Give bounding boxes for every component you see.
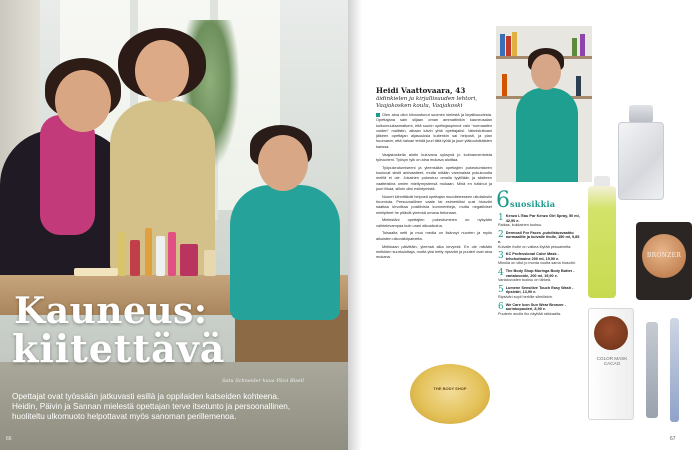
product-bottle	[168, 232, 176, 276]
page-gutter-shadow	[348, 0, 362, 450]
favorite-item	[498, 231, 582, 249]
product-bottle	[156, 236, 165, 276]
body-paragraph: Mielestäni opettajien pukeutuminen on nykyään vaihtelevampaa kuin urani alkuaikoina.	[376, 217, 492, 228]
favorite-title: Lumene Sensitive Touch Easy Wash -ripsiväri, 13,90 e.	[505, 285, 574, 295]
favorite-title: Dermosil For Faces -puhdistusvaahto normaalille ja kuivalle iholle, 150 ml, 9,85 e.	[498, 230, 580, 244]
lead-line-2: Heidin, Päivin ja Sannan mielestä opettajan terve itsetunto ja persoonallinen,	[12, 402, 291, 411]
book	[572, 38, 577, 56]
favorite-title: We Care Icon Sun Wear Bronzer -aurinkopuuteri, 8,90 e.	[505, 302, 566, 312]
favorite-number: 1	[498, 213, 504, 223]
favorite-item	[498, 303, 582, 317]
product-bottle	[145, 228, 152, 276]
color-mask-swatch	[594, 316, 628, 350]
lead-line-3: huoliteltu ulkomuoto helpottavat myös sanoman perillemenoa.	[12, 412, 237, 421]
color-mask-label: COLOR MASK CACAO	[596, 356, 628, 367]
favorite-item	[498, 214, 582, 228]
product-tube	[74, 268, 118, 276]
teacher-2-face	[135, 40, 189, 102]
right-page	[348, 0, 696, 450]
teacher-1-scarf	[40, 115, 95, 235]
bronzer-label: BRONZER	[646, 252, 682, 259]
product-bottle	[118, 232, 126, 276]
article-title-line-2: kiitettävä	[12, 326, 226, 371]
favorite-number: 4	[498, 267, 504, 278]
heidi-face	[531, 54, 561, 90]
body-paragraph: Toisaalta netti ja muu media on lisännyt nuorten ja myös aikuisten ulkonäköpaineita.	[376, 230, 492, 241]
favorite-title: The Body Shop Moringa Body Butter -vartalovoide, 200 ml, 19,90 e.	[505, 268, 575, 278]
body-butter-tin	[410, 364, 490, 424]
book	[580, 34, 585, 56]
favorites-number: 6	[496, 188, 510, 213]
favorite-item	[498, 269, 582, 283]
favorite-number: 3	[498, 251, 504, 262]
body-paragraph	[376, 112, 492, 149]
favorite-description: Puuterin avulla iho näyttää raikkaalta.	[498, 311, 562, 316]
portrait-photo	[496, 26, 592, 182]
teacher-1-face	[55, 70, 111, 132]
body-paragraph: Vaajakoskella alotin kuluvana syksynä jo kolmannentoista työvuoteni. Työsyn tyik on aina mukava aloittaa.	[376, 151, 492, 162]
body-paragraph: Työpukeutumiseeni ja yleensäkin opettajien pukeutumiseen kuuluvat siistit arkivaatteet, mutta mitään varsinaista pukukoodia meillä ei ole. Jokainen pukeutuu omalla tyylillään ja siistteen vaatteisiina omien mieltymystensä mukaan. Minä en tutkinut ja juuri liikaa, silloin olisi esiintymistä.	[376, 164, 492, 191]
book	[512, 32, 517, 56]
person-role-line-2: Vaajakosken koulu, Vaajakoski	[376, 102, 463, 109]
person-name: Heidi Vaattovaara, 43	[376, 86, 466, 95]
favorite-description: Raikas, kukkainen tuoksu.	[498, 223, 543, 228]
product-bottle	[204, 250, 216, 276]
favorite-description: Ripsiväri sopii herkille silmillekin.	[498, 294, 553, 299]
lead-paragraph	[12, 392, 342, 422]
page-number-right: 67	[670, 436, 676, 442]
page-number-left: 66	[6, 436, 12, 442]
product-box	[180, 244, 198, 276]
favorite-number: 6	[498, 301, 504, 312]
favorite-title: Kenzo L'Eau Par Kenzo Girl Spray, 50 ml, 42,90 e.	[505, 214, 580, 223]
mascara-wand	[670, 318, 679, 422]
favorite-number: 5	[498, 284, 504, 295]
body-paragraph-text: Olen aina ollut kiinnostunut suomen kielestä ja kirjallisuudesta. Opettajana sain siljaan oman ammattinikin kauneusalan kulkumuuksamattomi, että suurin opettajaopinnot vain “normaalien voiden” mallistin, aikaan kävin yhtä opettajaksi. Valmistuttuani jäikeen opettajan aljasuuksia kuitenkin sai helposti, ja plan huomasin, että haluan tehdä juuri tätä työtä ja juuri yläkouluikäisten kanssa.	[376, 112, 492, 149]
person-role	[376, 96, 494, 109]
product-bottle	[130, 240, 140, 276]
person-role-line-1: äidinkielen ja kirjallisuuden lehtori,	[376, 96, 478, 102]
book	[506, 36, 511, 56]
body-paragraph: Nuoret kiinnittävät helposti opettajan muodisteeseen ulkoisiksiin huomiota. Persoonallinen vaate tai esimerkiksi uusi hiusväri saattaa kirvoittaa positiivisia kommentteja, mutta negatiiviset mielipiteet he pitävät yleensä omana tietonaan.	[376, 193, 492, 215]
teacher-3-body	[230, 185, 340, 320]
favorite-title: KC Professional Color Mask -tehohoitoaine 200 ml, 19,50 e.	[505, 252, 560, 261]
heidi-body	[516, 88, 578, 182]
perfume-cap	[629, 105, 653, 123]
favorite-description: Vartalovoiden tuoksu on tärkeä.	[498, 278, 552, 283]
favorites-heading: suosikkia	[510, 199, 556, 209]
favorite-description: Minulla on ollut jo monta vuotta sama hiusväri.	[498, 261, 576, 266]
mascara-tube	[646, 322, 658, 418]
favorites-list	[498, 214, 582, 319]
favorite-item	[498, 286, 582, 300]
cleansing-foam-bottle	[588, 186, 616, 298]
body-butter-label: THE BODY SHOP	[433, 386, 467, 391]
teacher-3-face	[258, 135, 308, 191]
book	[500, 34, 505, 56]
favorite-description: Kuivalle iholle on vaikea löytää pesuainetta.	[498, 244, 572, 249]
article-title-line-1: Kauneus:	[14, 290, 208, 332]
perfume-bottle	[618, 122, 664, 200]
favorite-number: 2	[498, 229, 504, 240]
favorite-item	[498, 252, 582, 266]
photo-credit: Satu Schneider kuva Päivi Bisell	[222, 378, 304, 384]
lead-line-1: Opettajat ovat työssään jatkuvasti esillä ja oppilaiden katseiden kohteena.	[12, 392, 280, 401]
book	[502, 74, 507, 96]
body-paragraph: Meikkaan päivittäin, yleensä aika kevyesti. En ole mikään meikkien suurkuluttaja, mutta yksi tietty ripsiväri ja puuteri ovat aina mukana.	[376, 243, 492, 260]
book	[576, 76, 581, 96]
interview-body	[376, 112, 492, 262]
